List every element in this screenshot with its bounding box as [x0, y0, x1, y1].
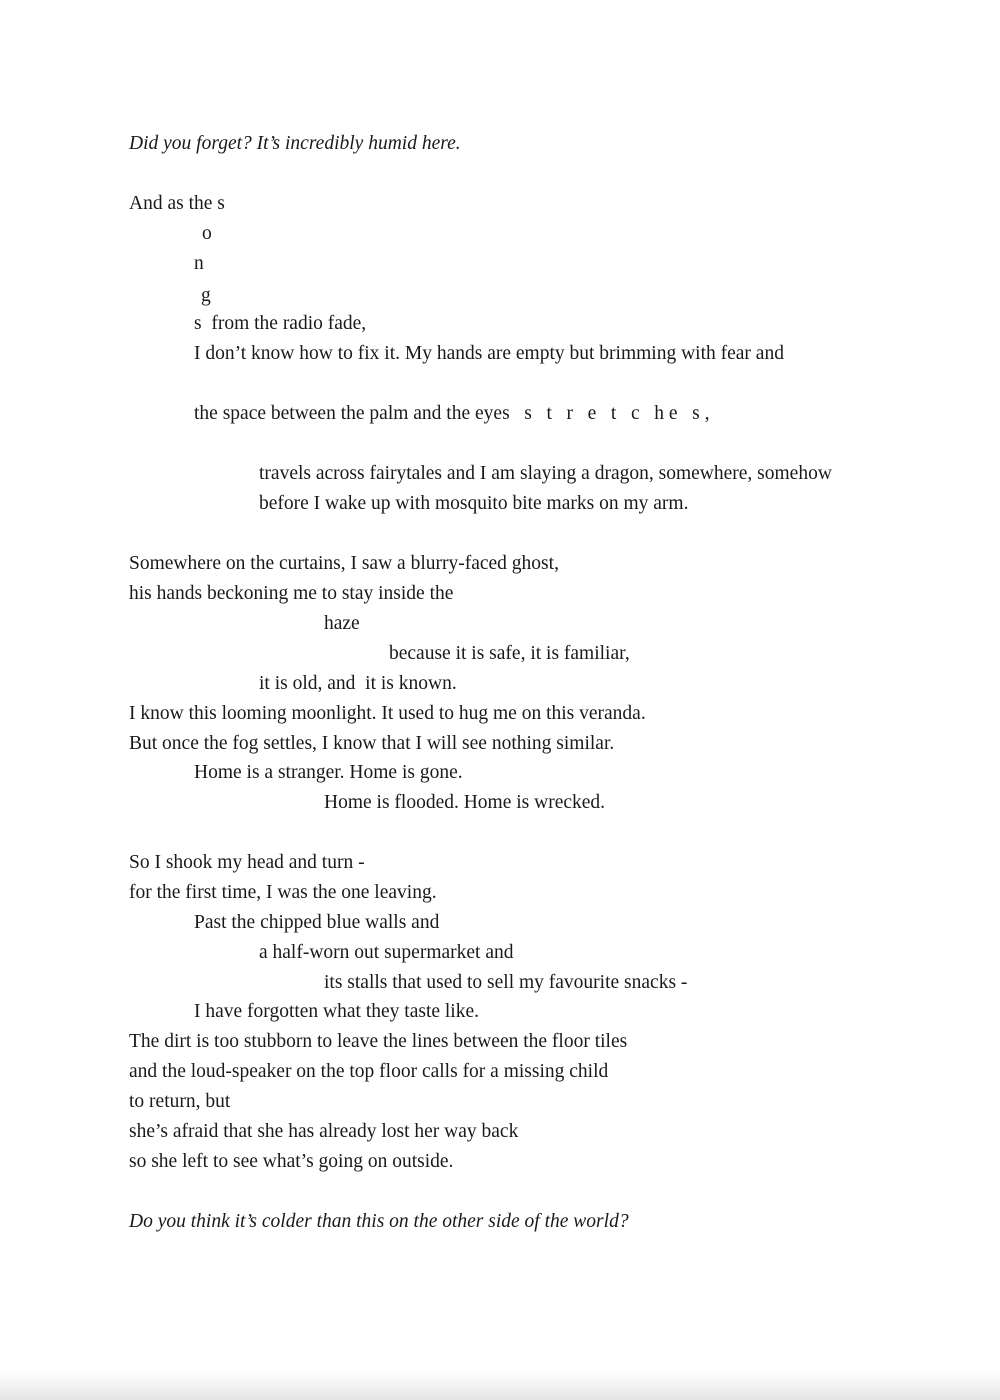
poem-line: I have forgotten what they taste like.: [194, 1001, 480, 1022]
poem-line: and the loud-speaker on the top floor calls for a missing child: [129, 1061, 609, 1082]
poem-line: Home is flooded. Home is wrecked.: [324, 792, 606, 813]
poem-line: And as the s: [129, 193, 225, 214]
poem-line: o: [202, 223, 212, 244]
poem-line: n: [194, 253, 204, 274]
poem-line: But once the fog settles, I know that I will see nothing similar.: [129, 733, 615, 754]
poem-line: its stalls that used to sell my favourite snacks -: [324, 972, 688, 993]
poem-line: for the first time, I was the one leaving.: [129, 882, 437, 903]
poem-line: Past the chipped blue walls and: [194, 912, 440, 933]
poem-line: the space between the palm and the eyes s t r e t c h e s ,: [194, 403, 710, 424]
poem-line: Somewhere on the curtains, I saw a blurry-faced ghost,: [129, 553, 559, 574]
poem-line: to return, but: [129, 1091, 231, 1112]
poem-line: a half-worn out supermarket and: [259, 942, 514, 963]
poem-line: g: [201, 285, 211, 306]
poem-line: before I wake up with mosquito bite marks on my arm.: [259, 493, 689, 514]
poem-line: I don’t know how to fix it. My hands are empty but brimming with fear and: [194, 343, 784, 364]
poem-line: Home is a stranger. Home is gone.: [194, 762, 463, 783]
page-bottom-shadow: [0, 1372, 1000, 1400]
poem-line: it is old, and it is known.: [259, 673, 457, 694]
poem-line: so she left to see what’s going on outside.: [129, 1151, 454, 1172]
poem-line: I know this looming moonlight. It used to hug me on this veranda.: [129, 703, 646, 724]
poem-line: So I shook my head and turn -: [129, 852, 365, 873]
poem-line: his hands beckoning me to stay inside the: [129, 583, 454, 604]
poem-line: travels across fairytales and I am slaying a dragon, somewhere, somehow: [259, 463, 832, 484]
closing-line: Do you think it’s colder than this on the other side of the world?: [129, 1211, 629, 1232]
poem-line: s from the radio fade,: [194, 313, 367, 334]
poem-line: because it is safe, it is familiar,: [389, 643, 630, 664]
poem-line: haze: [324, 613, 360, 634]
opening-line: Did you forget? It’s incredibly humid here.: [129, 133, 461, 154]
poem-line: she’s afraid that she has already lost her way back: [129, 1121, 519, 1142]
poem-line: The dirt is too stubborn to leave the lines between the floor tiles: [129, 1031, 628, 1052]
